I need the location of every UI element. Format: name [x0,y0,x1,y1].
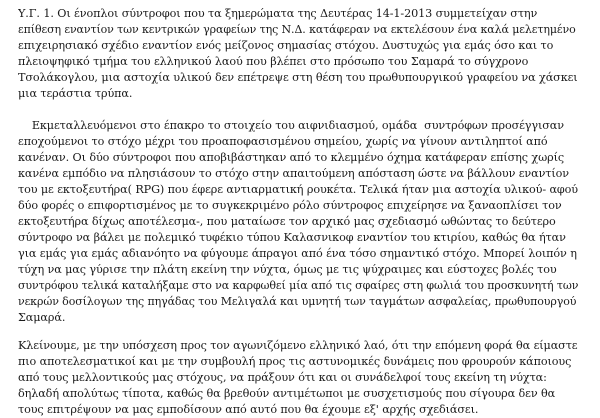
paragraph-body [18,118,586,326]
text-line: πιο αποτελεσματικοί και με την συμβουλή προς τις αστυνομικές δυνάμεις που φρουρούν κάποιους [18,355,572,368]
text-line: Τσολάκογλου, μια αστοχία υλικού δεν επέτρεψε στη θέση του πρωθυπουργικού γραφείου να χάσκει [18,71,578,84]
text-line: επίθεση εναντίον των κεντρικών γραφείων της Ν.Δ. κατάφεραν να εκτελέσουν ένα καλά μελετημένο [18,23,576,36]
text-line: εκτοξευτήρα δίχως αποτέλεσμα-, που ματαίωσε τον αρχικό μας σχεδιασμό ωθώντας το δεύτερο [18,215,556,228]
text-line: εποχούμενοι το στόχο μέχρι του προαποφασισμένου σημείου, χωρίς να γίνουν αντιληπτοί από [18,135,548,148]
text-line: Εκμεταλλευόμενοι στο έπακρο το στοιχείο του αιφνιδιασμού, ομάδα συντρόφων προσέγγισαν [18,119,564,132]
text-line: επιχειρησιακό σχέδιο εναντίον ενός μείζονος σημασίας στόχου. Δυστυχώς για εμάς όσο και το [18,39,554,52]
text-line: συντρόφου τελικά καταλήξαμε στο να καρφωθεί μία από τις σφαίρες στη φωλιά του προσκυνητή των [18,279,579,292]
paragraph-closing [18,338,586,418]
text-line: τύχη να μας γύρισε την πλάτη εκείνη την νύχτα, όμως με τις ψύχραιμες και εύστοχες βολές του [18,263,557,276]
text-line: Υ.Γ. 1. Οι ένοπλοι σύντροφοι που τα ξημερώματα της Δευτέρας 14-1-2013 συμμετείχαν στην [18,7,538,20]
text-line: πλειοψηφικό τμήμα του ελληνικού λαού που βλέπει στο πρόσωπο του Σαμαρά το σύγχρονο [18,55,529,68]
text-line: σύντροφο να βάλει με πολεμικό τυφέκιο τύπου Καλασνικοφ εναντίον του κτιρίου, καθώς θα ήταν [18,231,566,244]
text-line: τους επιτρέψουν να μας εμποδίσουν από αυτό που θα έχουμε εξ' αρχής σχεδιάσει. [18,403,479,416]
text-line: δύο φορές ο επιφορτισμένος με το συγκεκριμένο ρόλο σύντροφος επιχείρησε να ξαναοπλίσει τον [18,199,562,212]
text-line: από τους μελλοντικούς μας στόχους, να πράξουν ότι και οι συνάδελφοί τους εκείνη τη νύχτα: [18,371,547,384]
text-line: κανένα εμπόδιο να πλησιάσουν το στόχο στην απαιτούμενη απόσταση ώστε να βάλλουν εναντίον [18,167,569,180]
text-line: μια τεράστια τρύπα. [18,87,133,100]
text-line: δηλαδή απολύτως τίποτα, καθώς θα βρεθούν αντιμέτωποι με συσχετισμούς που σίγουρα δεν θα [18,387,556,400]
text-line: κανέναν. Οι δύο σύντροφοι που αποβιβάστηκαν από το κλεμμένο όχημα κατάφεραν επίσης χωρίς [18,151,565,164]
text-line: Σαμαρά. [18,311,66,324]
text-line: του με εκτοξευτήρα( RPG) που έφερε αντιαρματική ρουκέτα. Τελικά ήταν μια αστοχία υλικού- αφού [18,183,578,196]
text-line: νεκρών δοσίλογων της πηγάδας του Μελιγαλά και υμνητή των ταγμάτων ασφαλείας, πρωθυπουργού [18,295,577,308]
text-line: Κλείνουμε, με την υπόσχεση προς τον αγωνιζόμενο ελληνικό λαό, ότι την επόμενη φορά θα είμαστε [18,339,578,352]
paragraph-postscript [18,6,586,102]
text-line: για εμάς για εμάς αδιανόητο να φύγουμε άπραγοι από ένα τόσο σημαντικό στόχο. Μπορεί λοιπόν η [18,247,577,260]
